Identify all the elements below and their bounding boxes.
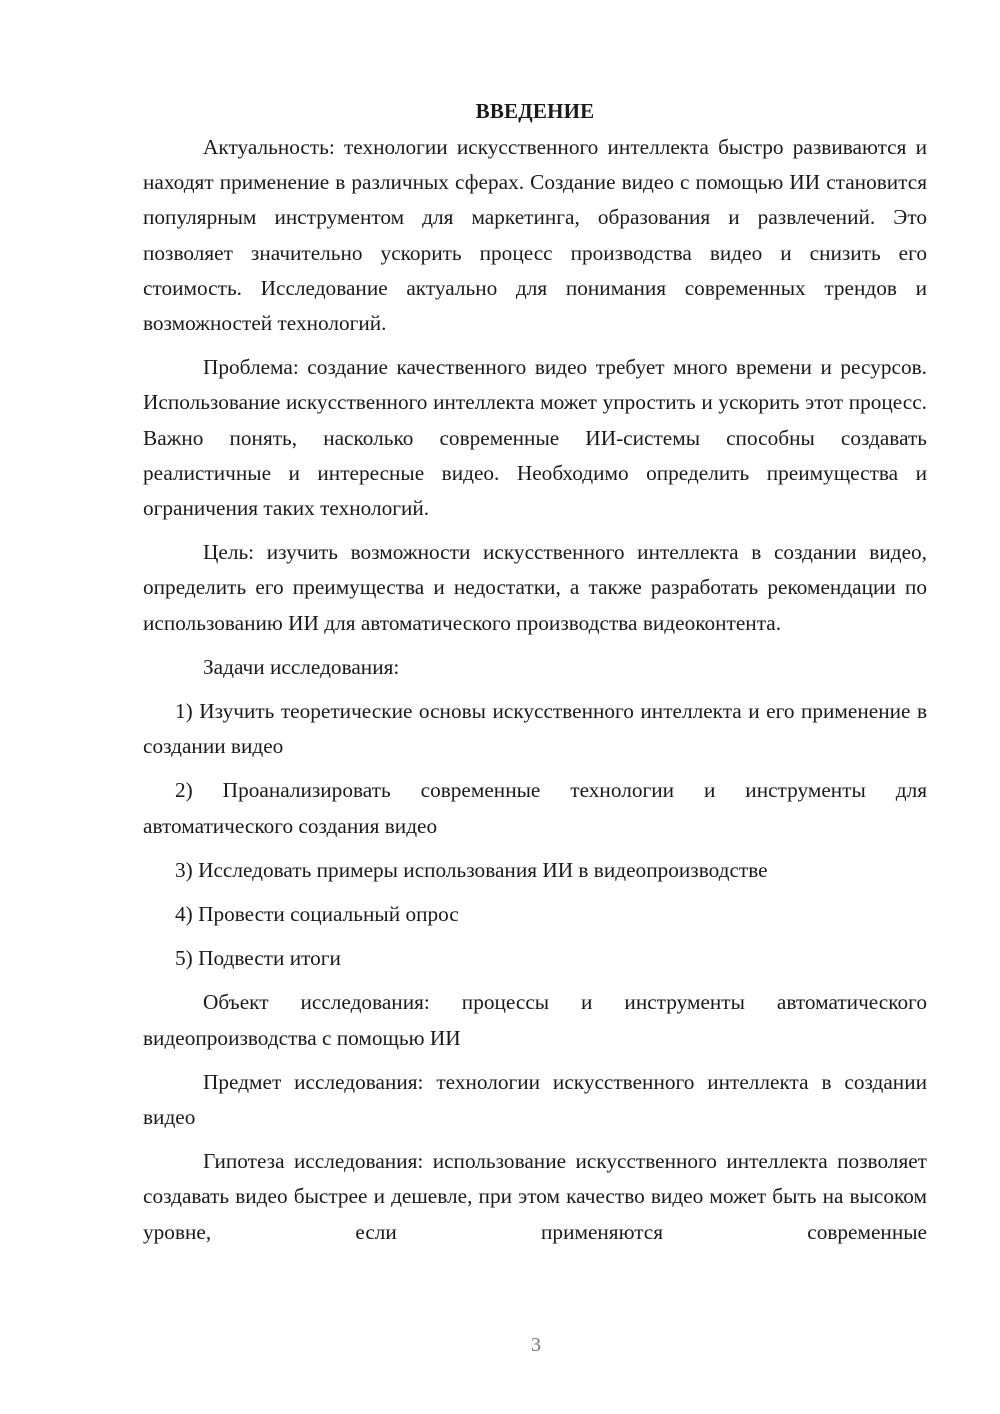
section-heading: ВВЕДЕНИЕ (475, 99, 595, 123)
task-item-5: 5) Подвести итоги (175, 946, 341, 971)
paragraph-goal: Цель: изучить возможности искусственного интеллекта в создании видео, определить его преимущества и недостатки, а также разработать рекомендации по использованию ИИ для автоматического производства видеоконтента. (143, 540, 927, 635)
page-content (143, 96, 927, 1259)
task-item-1: 1) Изучить теоретические основы искусственного интеллекта и его применение в создании видео (143, 699, 927, 759)
paragraph-hypothesis: Гипотеза исследования: использование искусственного интеллекта позволяет создавать видео быстрее и дешевле, при этом качество видео может быть на высоком уровне, если применяются современные (143, 1149, 927, 1244)
task-item-3: 3) Исследовать примеры использования ИИ в видеопроизводстве (175, 857, 768, 882)
paragraph-subject: Предмет исследования: технологии искусственного интеллекта в создании видео (143, 1069, 927, 1130)
paragraph-object: Объект исследования: процессы и инструменты автоматического видеопроизводства с помощью ИИ (143, 990, 927, 1050)
page-number: 3 (531, 1334, 541, 1356)
task-item-2: 2) Проанализировать современные технологии и инструменты для автоматического создания видео (143, 778, 927, 838)
paragraph-relevance: Актуальность: технологии искусственного интеллекта быстро развиваются и находят применение в различных сферах. Создание видео с помощью ИИ становится популярным инструментом для маркетинга, образования и развлечений. Это позволяет значительно ускорить процесс производства видео и снизить его стоимость. Исследование актуально для понимания современных трендов и возможностей технологий. (143, 135, 927, 336)
tasks-title: Задачи исследования: (203, 654, 400, 679)
task-item-4: 4) Провести социальный опрос (175, 902, 459, 927)
paragraph-problem: Проблема: создание качественного видео требует много времени и ресурсов. Использование искусственного интеллекта может упростить и ускорить этот процесс. Важно понять, насколько современные ИИ-системы способны создавать реалистичные и интересные видео. Необходимо определить преимущества и ограничения таких технологий. (143, 355, 927, 521)
